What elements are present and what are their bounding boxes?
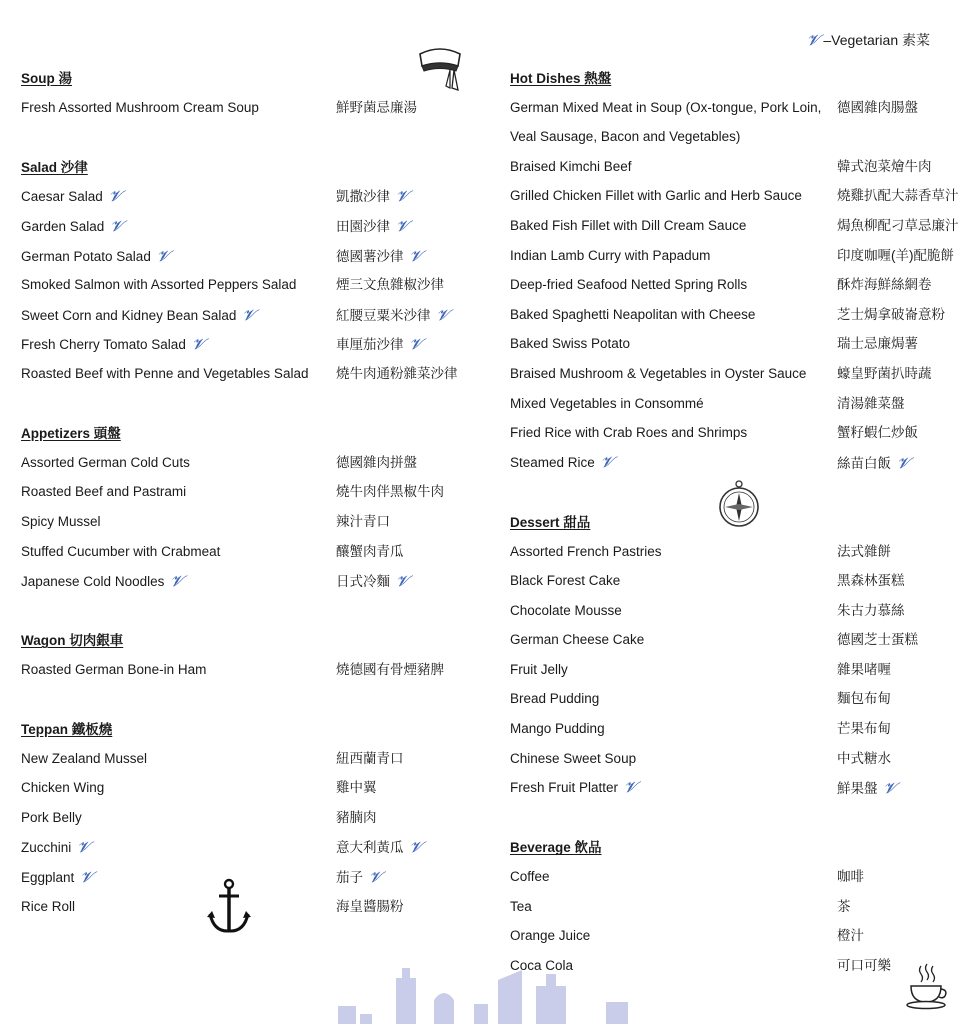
vegetarian-icon: 𝓥: [436, 305, 449, 324]
menu-item-english-name: Coffee: [510, 869, 550, 885]
menu-item: [21, 364, 481, 394]
menu-item-chinese: [837, 749, 965, 779]
menu-item-chinese-name: 燒牛肉伴黑椒牛肉: [336, 484, 444, 500]
menu-item-chinese-name: 凱撒沙律: [336, 189, 390, 205]
menu-item-chinese: [336, 334, 476, 364]
menu-item-chinese-name: 紐西蘭青口: [336, 750, 404, 766]
menu-item-chinese: [336, 837, 476, 867]
menu-item-chinese-name: 德國芝士蛋糕: [837, 632, 918, 648]
menu-item-chinese: [837, 216, 965, 246]
menu-item-english-name: Baked Swiss Potato: [510, 336, 631, 352]
menu-item-chinese-name: 煙三文魚雜椒沙律: [336, 277, 444, 293]
menu-item-chinese-name: 茶: [837, 898, 851, 914]
menu-item-english-name: Assorted German Cold Cuts: [21, 454, 190, 470]
menu-item-english: [21, 186, 336, 216]
menu-item-chinese: [336, 246, 476, 276]
menu-item: [21, 305, 481, 335]
menu-item-english: [21, 305, 336, 335]
section-title: Dessert 甜品: [510, 514, 591, 530]
menu-item-english: [21, 246, 336, 276]
menu-item: [510, 453, 965, 483]
menu-item-chinese: [837, 719, 965, 749]
menu-item-chinese: [837, 275, 965, 305]
menu-item-chinese: [336, 808, 476, 838]
menu-item-chinese: [837, 867, 965, 897]
menu-item-english-name: Caesar Salad: [21, 189, 103, 205]
vegetarian-icon: 𝓥: [108, 187, 122, 206]
menu-item-english-name: Fruit Jelly: [510, 661, 568, 677]
menu-item-english-name: Sweet Corn and Kidney Bean Salad: [21, 307, 237, 323]
menu-item-english-name: Fresh Cherry Tomato Salad: [21, 337, 186, 353]
menu-item-english-name: German Cheese Cake: [510, 632, 645, 648]
menu-item-english: [21, 216, 336, 246]
menu-item-english-name: Orange Juice: [510, 928, 591, 944]
menu-item-chinese: [837, 778, 965, 808]
menu-item-english-name: Baked Spaghetti Neapolitan with Cheese: [510, 306, 756, 322]
menu-item-chinese: [336, 275, 476, 305]
menu-item: [21, 512, 481, 542]
menu-item-chinese: [336, 512, 476, 542]
menu-item-chinese: [837, 246, 965, 276]
menu-item-chinese-name: 印度咖喱(羊)配脆餅: [837, 247, 954, 263]
menu-item: [21, 334, 481, 364]
anchor-icon: [206, 878, 252, 936]
vegetarian-legend-label: –Vegetarian 素菜: [823, 32, 930, 48]
menu-item: [21, 778, 481, 808]
menu-item-english-name: Fresh Assorted Mushroom Cream Soup: [21, 99, 259, 115]
menu-item-chinese-name: 瑞士忌廉焗薯: [837, 336, 918, 352]
menu-item-chinese-name: 朱古力慕絲: [837, 602, 905, 618]
menu-item-english-name: Steamed Rice: [510, 454, 595, 470]
menu-item-chinese: [837, 601, 965, 631]
menu-item-chinese-name: 橙汁: [837, 928, 864, 944]
vegetarian-icon: 𝓥: [624, 778, 637, 797]
menu-item: [21, 837, 481, 867]
coffee-cup-icon: [904, 962, 950, 1010]
menu-item-english-name: Indian Lamb Curry with Papadum: [510, 247, 711, 263]
menu-item-chinese: [837, 660, 965, 690]
menu-item-english-name: Eggplant: [21, 870, 75, 886]
menu-item-english: [21, 275, 336, 305]
sailor-hat-icon: [414, 44, 466, 96]
menu-item-chinese-name: 德國薯沙律: [336, 248, 404, 264]
section-heading: [21, 157, 481, 187]
menu-item-chinese: [336, 482, 476, 512]
vegetarian-icon: 𝓥: [80, 868, 93, 887]
menu-item-english-name: Roasted Beef with Penne and Vegetables Salad: [21, 365, 309, 381]
menu-item-english: [510, 93, 837, 157]
menu-item-chinese: [837, 98, 965, 157]
menu-item-chinese-name: 辣汁青口: [336, 513, 390, 529]
menu-item-english-name: Braised Mushroom & Vegetables in Oyster Sauce: [510, 365, 807, 381]
menu-column-left: [21, 68, 481, 956]
section-heading: [21, 630, 481, 660]
menu-item-chinese-name: 德國雜肉拼盤: [336, 454, 417, 470]
menu-item-chinese-name: 雜果啫喱: [837, 661, 891, 677]
menu-item-chinese: [336, 98, 476, 128]
menu-item-chinese: [336, 216, 476, 246]
menu-item-english: [21, 453, 336, 483]
menu-item-chinese: [336, 749, 476, 779]
menu-item-chinese: [837, 423, 965, 453]
menu-item: [21, 246, 481, 276]
menu-item-english: [510, 773, 837, 808]
menu-item-english-name: Spicy Mussel: [21, 513, 101, 529]
vegetarian-icon: 𝓥: [396, 187, 409, 206]
section-title: Teppan 鐵板燒: [21, 722, 113, 738]
menu-item-chinese-name: 車厘茄沙律: [336, 337, 404, 353]
menu-item-english: [21, 897, 336, 927]
menu-item-chinese: [837, 897, 965, 927]
vegetarian-icon: 𝓥: [156, 246, 170, 265]
city-skyline-icon: [330, 964, 630, 1024]
menu-item-english: [21, 512, 336, 542]
menu-item: [21, 660, 481, 690]
menu-item-chinese: [837, 305, 965, 335]
menu-item-chinese: [837, 186, 965, 216]
menu-item: [21, 453, 481, 483]
menu-item-english: [21, 571, 336, 601]
menu-item-english-name: Garden Salad: [21, 218, 105, 234]
menu-item-chinese-name: 蟹籽蝦仁炒飯: [837, 425, 918, 441]
menu-item: [21, 98, 481, 128]
menu-item-chinese-name: 燒牛肉通粉雜菜沙律: [336, 365, 458, 381]
vegetarian-icon: 𝓥: [409, 246, 422, 265]
menu-item: [21, 275, 481, 305]
menu-section-wagon: [21, 630, 481, 689]
menu-item-chinese-name: 咖啡: [837, 869, 864, 885]
section-title: Appetizers 頭盤: [21, 426, 121, 442]
menu-item-chinese-name: 燒雞扒配大蒜香草汁: [837, 188, 959, 204]
menu-item-english: [21, 98, 336, 128]
vegetarian-icon: 𝓥: [242, 305, 255, 324]
menu-item: [21, 808, 481, 838]
section-title: Beverage 飲品: [510, 840, 602, 856]
menu-item: [21, 542, 481, 572]
section-title: Hot Dishes 熱盤: [510, 71, 612, 86]
menu-section-soup: [21, 68, 481, 127]
menu-item-english: [21, 334, 336, 364]
menu-item-english: [21, 364, 336, 394]
menu-item-english: [21, 837, 336, 867]
menu-item: [510, 778, 965, 808]
menu-item-chinese: [336, 305, 476, 335]
vegetarian-icon: 𝓥: [191, 335, 205, 354]
menu-column-right: [510, 68, 965, 1015]
menu-item-chinese: [336, 364, 476, 394]
menu-item-chinese: [837, 157, 965, 187]
menu-item: [21, 482, 481, 512]
menu-section-salad: [21, 157, 481, 394]
menu-item-chinese-name: 燒德國有骨煙豬脾: [336, 661, 444, 677]
menu-item-english-name: Mixed Vegetables in Consommé: [510, 395, 704, 411]
section-heading: [21, 719, 481, 749]
vegetarian-icon: 𝓥: [110, 216, 123, 235]
menu-item-chinese-name: 韓式泡菜燴牛肉: [837, 158, 932, 174]
menu-item-chinese: [837, 926, 965, 956]
menu-item-english-name: Japanese Cold Noodles: [21, 574, 165, 590]
menu-item-chinese-name: 海皇醬腸粉: [336, 898, 404, 914]
menu-item-english: [21, 660, 336, 690]
menu-item-chinese-name: 茄子: [336, 870, 363, 886]
menu-item-chinese: [837, 364, 965, 394]
menu-item-english-name: Baked Fish Fillet with Dill Cream Sauce: [510, 217, 747, 233]
menu-item: [21, 749, 481, 779]
menu-item-english-name: Bread Pudding: [510, 691, 600, 707]
menu-item-english-name: New Zealand Mussel: [21, 750, 148, 766]
menu-item-chinese-name: 雞中翼: [336, 780, 377, 796]
menu-item-chinese: [837, 334, 965, 364]
menu-item-chinese: [336, 897, 476, 927]
menu-item-english: [510, 448, 837, 483]
vegetarian-icon: 𝓥: [409, 838, 422, 857]
menu-item-english-name: Smoked Salmon with Assorted Peppers Salad: [21, 277, 297, 293]
vegetarian-icon: 𝓥: [77, 838, 90, 857]
menu-item-english-name: Pork Belly: [21, 809, 82, 825]
menu-item-chinese-name: 鮮果盤: [837, 781, 878, 797]
menu-section-dessert: [510, 512, 965, 808]
menu-item-chinese: [837, 571, 965, 601]
menu-item: [21, 216, 481, 246]
menu-item-chinese: [336, 778, 476, 808]
menu-item-english-name: Braised Kimchi Beef: [510, 158, 632, 174]
menu-item-chinese: [837, 689, 965, 719]
menu-item: [21, 186, 481, 216]
menu-item-english-name: Fried Rice with Crab Roes and Shrimps: [510, 425, 748, 441]
section-heading: [21, 423, 481, 453]
vegetarian-icon: 𝓥: [369, 868, 382, 887]
menu-item-english-name: Deep-fried Seafood Netted Spring Rolls: [510, 277, 748, 293]
menu-item-english-name: Grilled Chicken Fillet with Garlic and Herb Sauce: [510, 188, 802, 204]
menu-item-chinese: [837, 394, 965, 424]
menu-item-chinese-name: 芝士焗拿破崙意粉: [837, 306, 945, 322]
menu-item-chinese-name: 法式雜餅: [837, 543, 891, 559]
vegetarian-icon: 𝓥: [897, 453, 910, 472]
menu-item-chinese: [336, 542, 476, 572]
menu-item-chinese-name: 清湯雜菜盤: [837, 395, 905, 411]
menu-item-chinese: [336, 186, 476, 216]
vegetarian-icon: 𝓥: [170, 572, 183, 591]
menu-item-english-name: Assorted French Pastries: [510, 543, 662, 559]
menu-item-chinese: [837, 630, 965, 660]
vegetarian-icon: 𝓥: [409, 335, 422, 354]
menu-item-chinese-name: 鮮野菌忌廉湯: [336, 99, 417, 115]
menu-item-chinese-name: 紅腰豆粟米沙律: [336, 307, 431, 323]
vegetarian-symbol: 𝓥: [806, 31, 820, 49]
menu-item-english-name: German Mixed Meat in Soup (Ox-tongue, Pork Loin, Veal Sausage, Bacon and Vegetables): [510, 99, 822, 145]
menu-item-english: [21, 482, 336, 512]
section-title: Wagon 切肉銀車: [21, 633, 124, 649]
menu-item-chinese: [336, 453, 476, 483]
vegetarian-icon: 𝓥: [396, 572, 409, 591]
vegetarian-icon: 𝓥: [396, 216, 409, 235]
menu-item-chinese-name: 釀蟹肉青瓜: [336, 543, 404, 559]
vegetarian-icon: 𝓥: [600, 452, 614, 471]
menu-section-appetizers: [21, 423, 481, 601]
menu-item-english: [21, 778, 336, 808]
menu-item-chinese-name: 豬腩肉: [336, 809, 377, 825]
menu-item-chinese-name: 意大利黃瓜: [336, 840, 404, 856]
menu-item-english: [21, 808, 336, 838]
menu-item-chinese-name: 麵包布甸: [837, 691, 891, 707]
menu-item-chinese-name: 黑森林蛋糕: [837, 573, 905, 589]
menu-item-chinese-name: 酥炸海鮮絲網卷: [837, 277, 932, 293]
menu-item-chinese: [837, 542, 965, 572]
menu-item-english-name: Zucchini: [21, 840, 72, 856]
menu-item-chinese-name: 芒果布甸: [837, 721, 891, 737]
menu-item-english-name: Chicken Wing: [21, 780, 105, 796]
menu-item-chinese-name: 焗魚柳配刁草忌廉汁: [837, 217, 959, 233]
menu-item-english-name: Roasted Beef and Pastrami: [21, 484, 187, 500]
menu-item-english-name: Rice Roll: [21, 898, 76, 914]
menu-item-chinese: [336, 660, 476, 690]
vegetarian-icon: 𝓥: [883, 779, 896, 798]
menu-item-chinese-name: 絲苗白飯: [837, 455, 891, 471]
vegetarian-legend: [807, 30, 930, 50]
menu-item: [510, 98, 965, 157]
menu-item-english: [21, 749, 336, 779]
menu-item-chinese: [336, 571, 476, 601]
menu-item-english-name: Tea: [510, 898, 532, 914]
compass-icon: [716, 480, 762, 528]
menu-item-chinese-name: 田園沙律: [336, 218, 390, 234]
menu-item-english-name: German Potato Salad: [21, 248, 151, 264]
menu-item-english: [21, 867, 336, 897]
menu-item-chinese-name: 蠔皇野菌扒時蔬: [837, 365, 932, 381]
menu-item-chinese-name: 日式冷麵: [336, 574, 390, 590]
menu-item-english: [21, 542, 336, 572]
menu-item-chinese-name: 可口可樂: [837, 957, 891, 973]
menu-item-english-name: Chocolate Mousse: [510, 602, 622, 618]
menu-item-chinese-name: 德國雜肉腸盤: [837, 99, 918, 115]
menu-item-english-name: Black Forest Cake: [510, 573, 621, 589]
section-title: Soup 湯: [21, 71, 72, 86]
menu-section-hot: [510, 68, 965, 482]
menu-item-english-name: Coca Cola: [510, 957, 574, 973]
menu-item-english-name: Fresh Fruit Platter: [510, 780, 619, 796]
menu-item: [21, 571, 481, 601]
menu-item-english-name: Mango Pudding: [510, 721, 605, 737]
menu-item-chinese-name: 中式糖水: [837, 750, 891, 766]
menu-item-english-name: Roasted German Bone-in Ham: [21, 661, 207, 677]
menu-item-chinese: [336, 867, 476, 897]
menu-item-english-name: Stuffed Cucumber with Crabmeat: [21, 543, 221, 559]
menu-item-english-name: Chinese Sweet Soup: [510, 750, 637, 766]
section-heading: [21, 68, 481, 98]
menu-item-chinese: [837, 453, 965, 483]
section-title: Salad 沙律: [21, 159, 88, 175]
